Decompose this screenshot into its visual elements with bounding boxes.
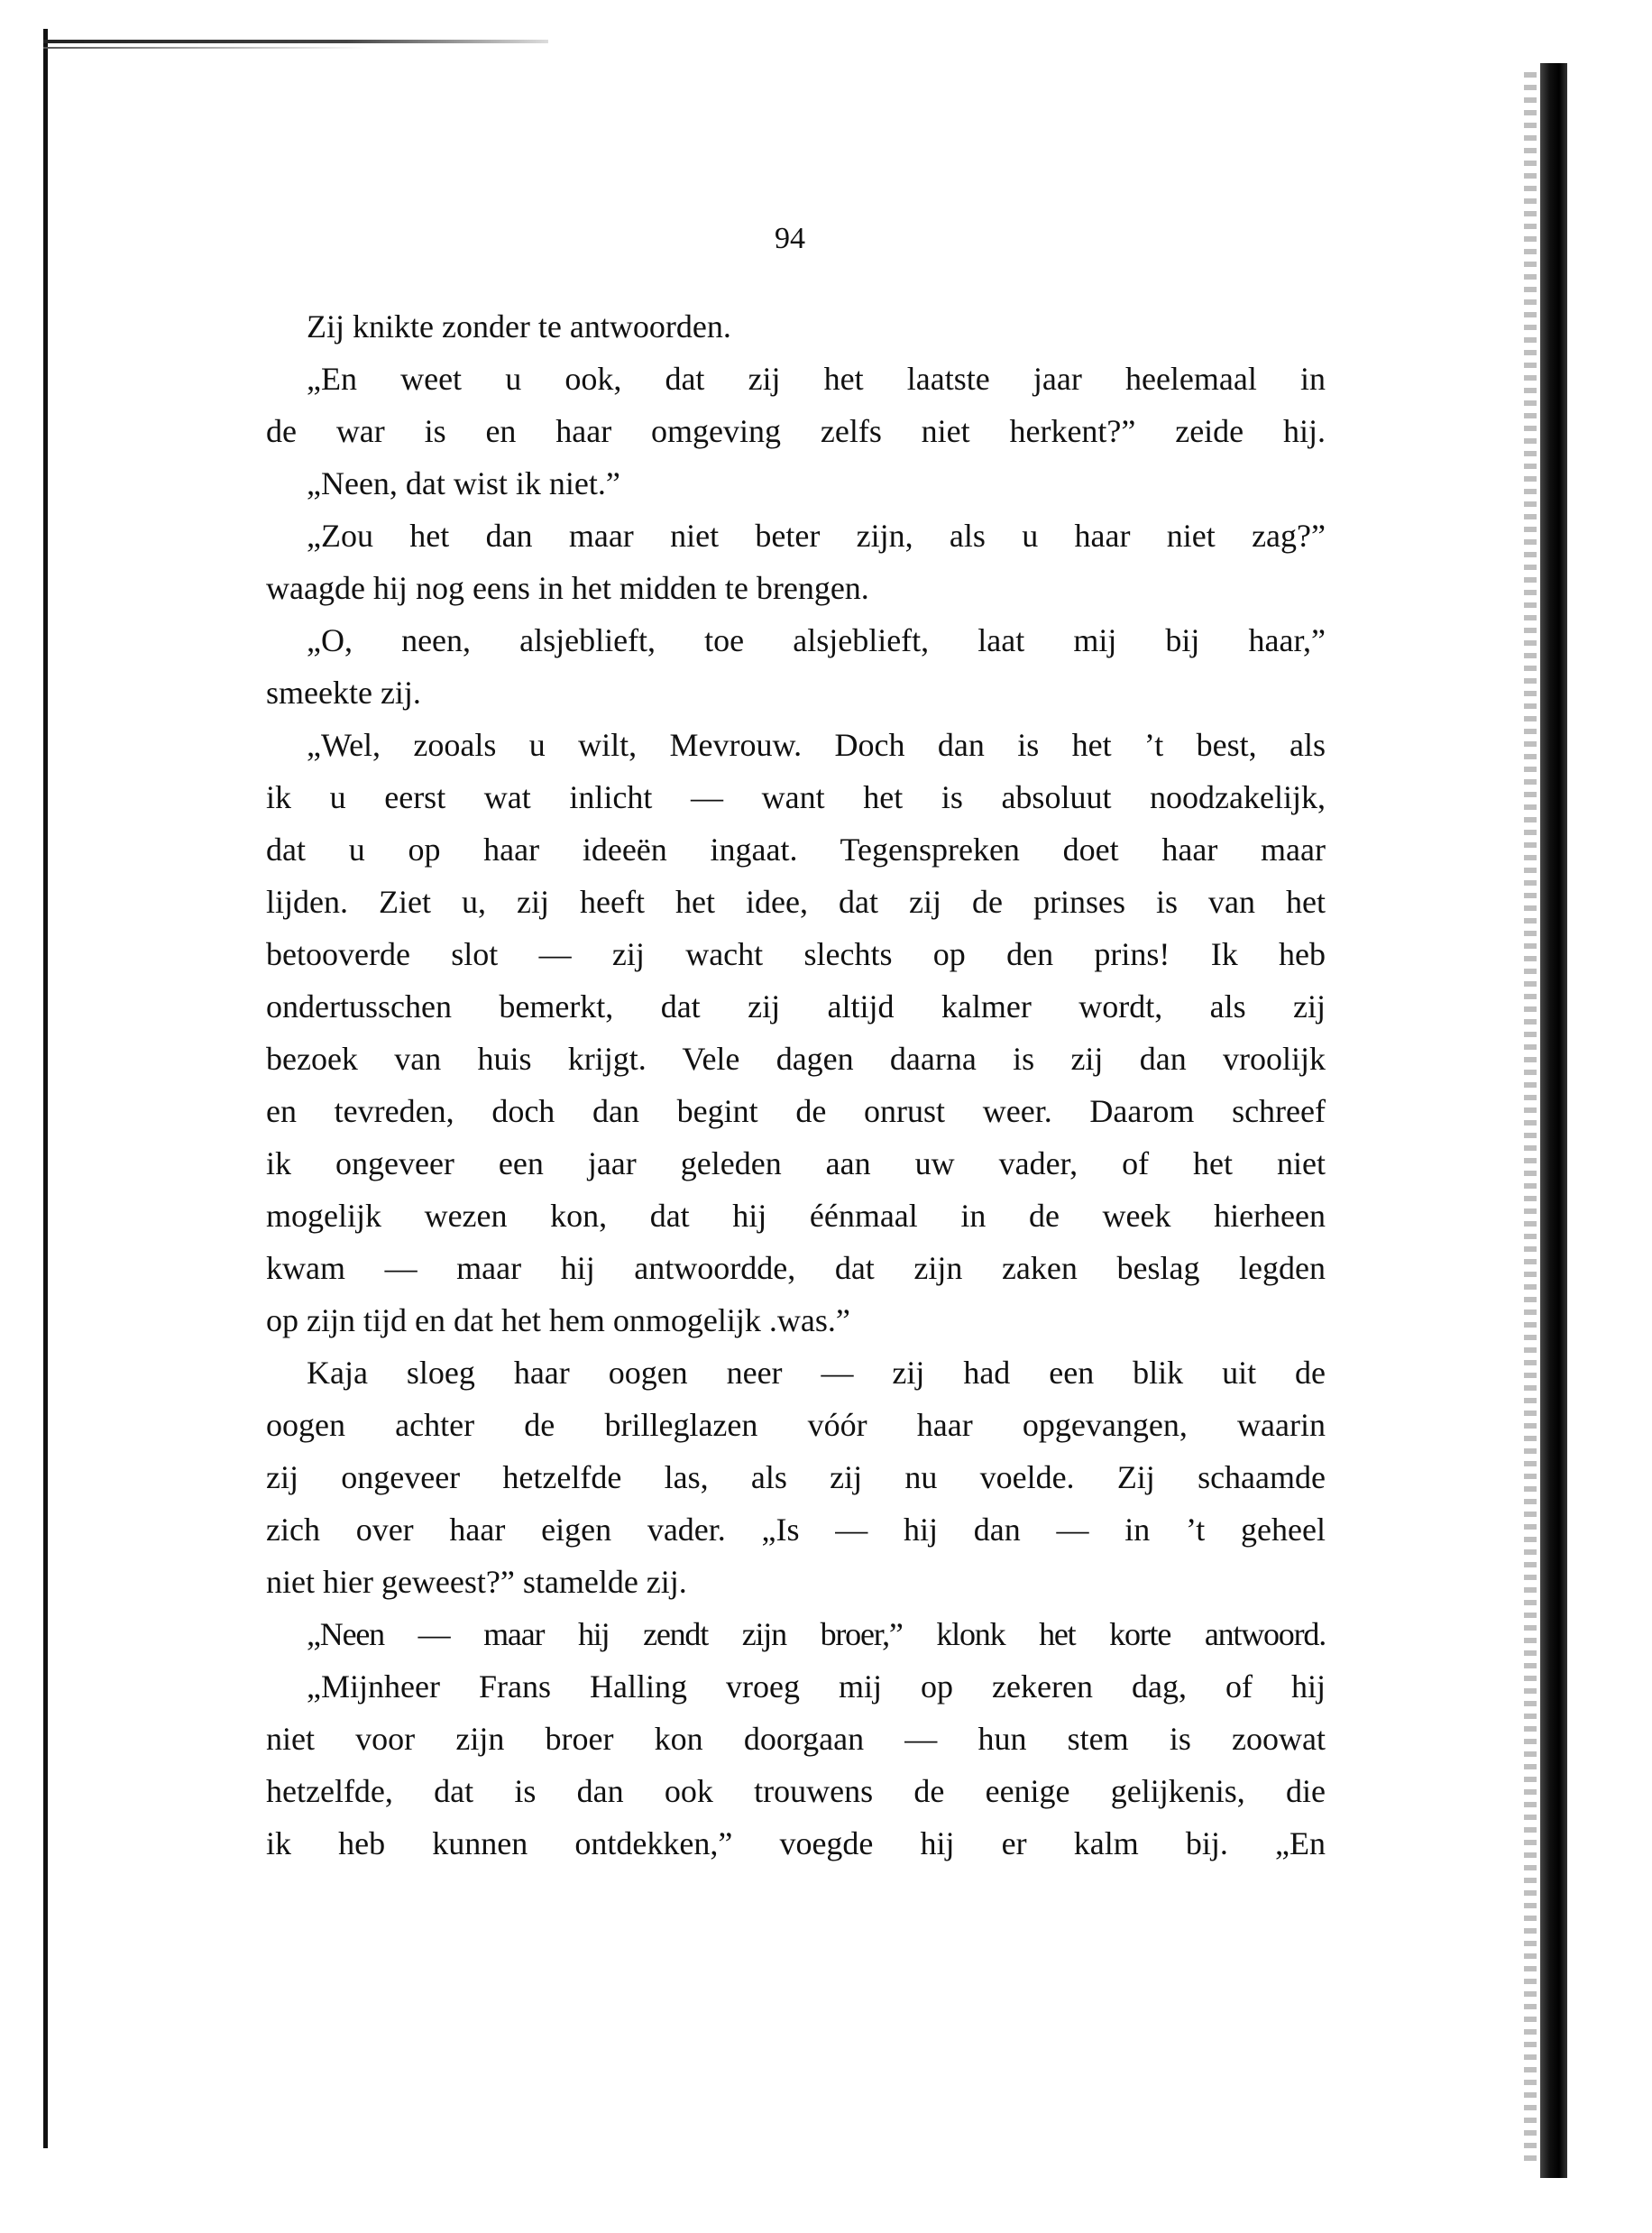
text-line: betooverde slot — zij wacht slechts op den prins! Ik heb [266, 936, 1326, 972]
scan-top-border-shadow [43, 47, 368, 49]
text-line: smeekte zij. [266, 675, 421, 711]
text-line: niet hier geweest?” stamelde zij. [266, 1564, 687, 1600]
text-line: Kaja sloeg haar oogen neer — zij had een blik uit de [307, 1355, 1326, 1391]
text-line: dat u op haar ideeën ingaat. Tegenspreken doet haar maar [266, 832, 1326, 868]
text-line: „O, neen, alsjeblieft, toe alsjeblieft, laat mij bij haar,” [307, 622, 1326, 658]
text-line: lijden. Ziet u, zij heeft het idee, dat zij de prinses is van het [266, 884, 1326, 920]
page-number: 94 [775, 222, 805, 255]
text-line: op zijn tijd en dat het hem onmogelijk .was.” [266, 1302, 850, 1338]
text-line: ondertusschen bemerkt, dat zij altijd kalmer wordt, als zij [266, 988, 1326, 1025]
scan-binding-shadow [1524, 72, 1537, 2164]
text-line: „Mijnheer Frans Halling vroeg mij op zekeren dag, of hij [307, 1668, 1326, 1705]
text-line: en tevreden, doch dan begint de onrust weer. Daarom schreef [266, 1093, 1326, 1129]
text-line: „Zou het dan maar niet beter zijn, als u haar niet zag?” [307, 518, 1326, 554]
scan-top-border [43, 40, 548, 43]
text-line: zij ongeveer hetzelfde las, als zij nu voelde. Zij schaamde [266, 1459, 1326, 1495]
text-line: ik u eerst wat inlicht — want het is absoluut noodzakelijk, [266, 779, 1326, 815]
text-line: „Neen, dat wist ik niet.” [307, 465, 620, 501]
text-line: bezoek van huis krijgt. Vele dagen daarna is zij dan vroolijk [266, 1041, 1326, 1077]
text-line: „Neen — maar hij zendt zijn broer,” klonk het korte antwoord. [307, 1616, 1326, 1652]
body-text [266, 300, 1326, 1870]
text-line: kwam — maar hij antwoordde, dat zijn zaken beslag legden [266, 1250, 1326, 1286]
text-line: „En weet u ook, dat zij het laatste jaar heelemaal in [307, 361, 1326, 397]
text-line: mogelijk wezen kon, dat hij éénmaal in de week hierheen [266, 1198, 1326, 1234]
scan-left-border [43, 29, 48, 2148]
text-line: ik heb kunnen ontdekken,” voegde hij er kalm bij. „En [266, 1825, 1326, 1861]
text-line: hetzelfde, dat is dan ook trouwens de eenige gelijkenis, die [266, 1773, 1326, 1809]
text-line: waagde hij nog eens in het midden te brengen. [266, 570, 869, 606]
text-line: Zij knikte zonder te antwoorden. [307, 308, 731, 345]
text-line: oogen achter de brilleglazen vóór haar opgevangen, waarin [266, 1407, 1326, 1443]
text-line: de war is en haar omgeving zelfs niet herkent?” zeide hij. [266, 413, 1326, 449]
text-line: zich over haar eigen vader. „Is — hij dan — in ’t geheel [266, 1512, 1326, 1548]
text-line: ik ongeveer een jaar geleden aan uw vader, of het niet [266, 1145, 1326, 1181]
text-line: niet voor zijn broer kon doorgaan — hun stem is zoowat [266, 1721, 1326, 1757]
scan-right-binding-edge [1540, 63, 1567, 2178]
text-line: „Wel, zooals u wilt, Mevrouw. Doch dan is het ’t best, als [307, 727, 1326, 763]
